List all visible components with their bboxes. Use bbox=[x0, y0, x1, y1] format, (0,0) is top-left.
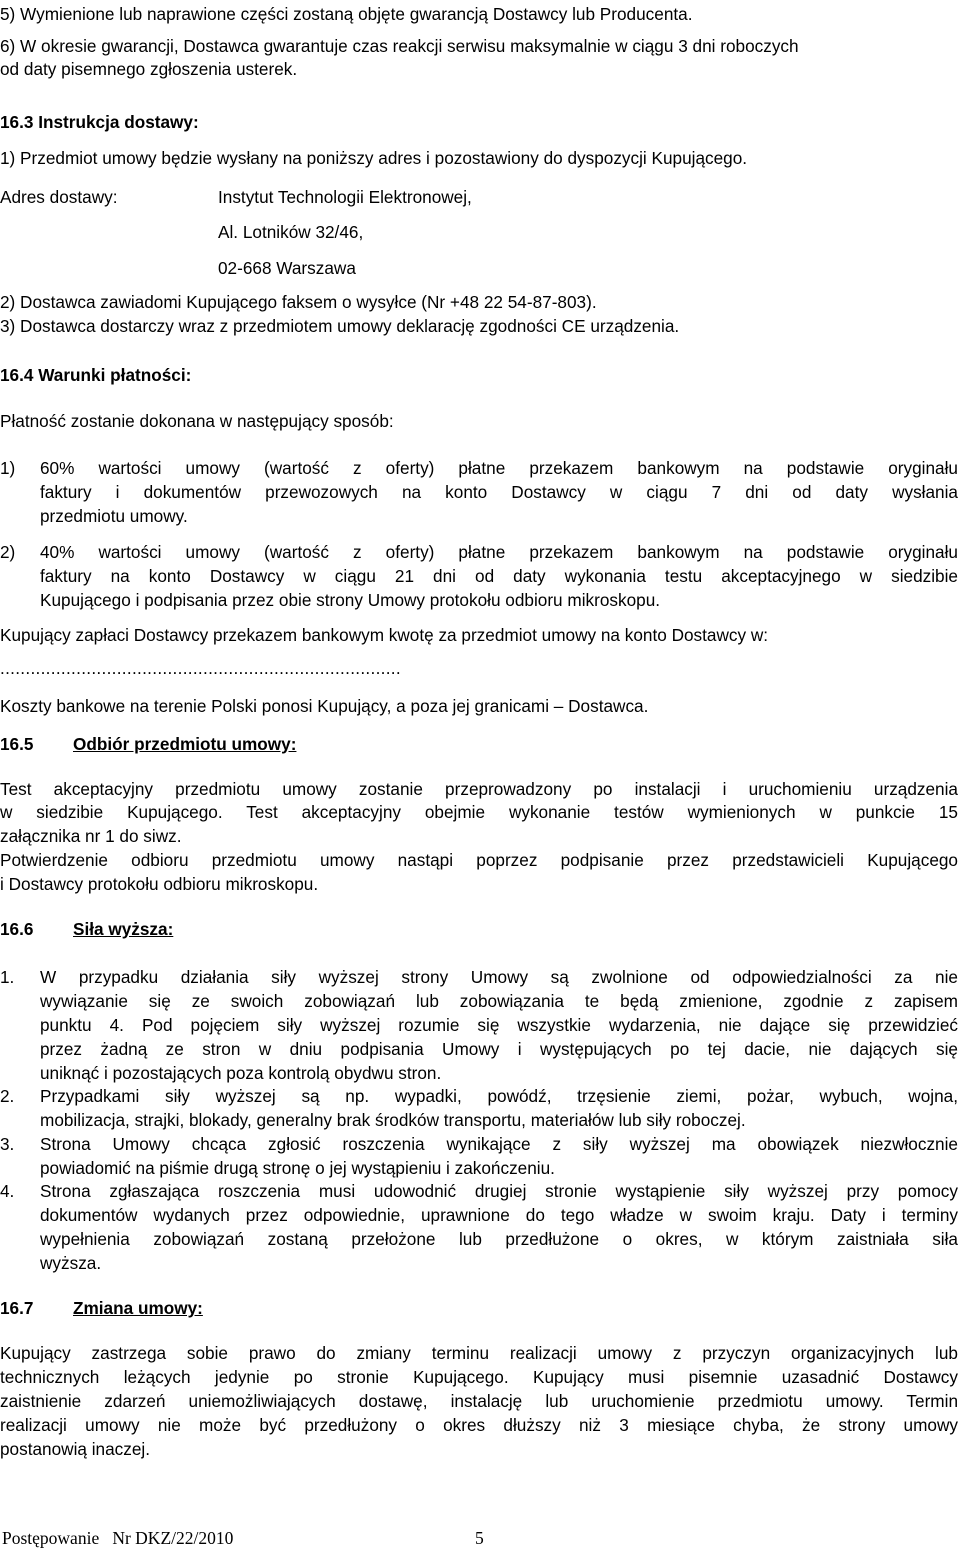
force-majeure-item-1-line-1: W przypadku działania siły wyższej strony Umowy są zwolnione od odpowiedzialności za nie bbox=[40, 967, 958, 987]
acceptance-line-1: Test akceptacyjny przedmiotu umowy zostanie przeprowadzony po instalacji i uruchomieniu urządzenia bbox=[0, 779, 958, 799]
address-line-1: Instytut Technologii Elektronowej, bbox=[218, 187, 472, 207]
force-majeure-item-1-line-2: wywiązanie się ze swoich zobowiązań lub zobowiązania te będą zmienione, zgodnie z zapisem bbox=[40, 991, 958, 1011]
footer-page-number: 5 bbox=[475, 1528, 484, 1548]
section-16-6-title: Siła wyższa: bbox=[73, 919, 174, 939]
force-majeure-item-2-line-1: Przypadkami siły wyższej są np. wypadki, powódź, trzęsienie ziemi, pożar, wybuch, wojna, bbox=[40, 1086, 958, 1106]
payment-intro: Płatność zostanie dokonana w następujący sposób: bbox=[0, 411, 394, 431]
amendment-line-3: zaistnienie zdarzeń uniemożliwiających dostawę, instalację lub uruchomienie przedmiotu umowy. Termin bbox=[0, 1391, 958, 1411]
payment-item-1-line-1: 60% wartości umowy (wartość z oferty) płatne przekazem bankowym na podstawie oryginału bbox=[40, 458, 958, 478]
section-16-5-number: 16.5 bbox=[0, 734, 34, 754]
section-16-7-number: 16.7 bbox=[0, 1298, 34, 1318]
amendment-line-2: technicznych leżących jedynie po stronie Kupującego. Kupujący musi pisemnie uzasadnić Dostawcy bbox=[0, 1367, 958, 1387]
amendment-line-4: realizacji umowy nie może być przedłużony o okres dłuższy niż 3 miesiące chyba, że strony umowy bbox=[0, 1415, 958, 1435]
section-16-6-number: 16.6 bbox=[0, 919, 34, 939]
force-majeure-item-3-line-1: Strona Umowy chcąca zgłosić roszczenia wynikające z siły wyższej ma obowiązek niezwłocznie bbox=[40, 1134, 958, 1154]
payment-item-2-line-2: faktury na konto Dostawcy w ciągu 21 dni od daty wykonania testu akceptacyjnego w siedzibie bbox=[40, 566, 958, 586]
payment-account-text: Kupujący zapłaci Dostawcy przekazem bankowym kwotę za przedmiot umowy na konto Dostawcy w: bbox=[0, 625, 769, 645]
address-line-2: Al. Lotników 32/46, bbox=[218, 222, 364, 242]
delivery-item-2: 2) Dostawca zawiadomi Kupującego faksem o wysyłce (Nr +48 22 54-87-803). bbox=[0, 292, 597, 312]
acceptance-line-4: Potwierdzenie odbioru przedmiotu umowy nastąpi poprzez podpisanie przez przedstawicieli Kupującego bbox=[0, 850, 958, 870]
section-16-3-heading: 16.3 Instrukcja dostawy: bbox=[0, 112, 199, 132]
section-16-4-heading: 16.4 Warunki płatności: bbox=[0, 365, 192, 385]
section-16-7-title: Zmiana umowy: bbox=[73, 1298, 203, 1318]
delivery-item-3: 3) Dostawca dostarczy wraz z przedmiotem umowy deklarację zgodności CE urządzenia. bbox=[0, 316, 680, 336]
force-majeure-item-4-number: 4. bbox=[0, 1181, 15, 1201]
account-number-placeholder: ............................................................................... bbox=[0, 658, 401, 678]
force-majeure-item-3-line-2: powiadomić na piśmie drugą stronę o jej wystąpieniu i zakończeniu. bbox=[40, 1158, 555, 1178]
payment-item-2-line-3: Kupującego i podpisania przez obie strony Umowy protokołu odbioru mikroskopu. bbox=[40, 590, 661, 610]
payment-item-1-line-2: faktury i dokumentów przewozowych na konto Dostawcy w ciągu 7 dni od daty wysłania bbox=[40, 482, 958, 502]
amendment-line-5: postanowią inaczej. bbox=[0, 1439, 151, 1459]
payment-item-2-number: 2) bbox=[0, 542, 16, 562]
force-majeure-item-4-line-1: Strona zgłaszająca roszczenia musi udowodnić drugiej stronie wystąpienie siły wyższej przy pomocy bbox=[40, 1181, 958, 1201]
payment-item-2-line-1: 40% wartości umowy (wartość z oferty) płatne przekazem bankowym na podstawie oryginału bbox=[40, 542, 958, 562]
address-label: Adres dostawy: bbox=[0, 187, 118, 207]
force-majeure-item-1-number: 1. bbox=[0, 967, 15, 987]
payment-item-1-number: 1) bbox=[0, 458, 16, 478]
amendment-line-1: Kupujący zastrzega sobie prawo do zmiany terminu realizacji umowy z przyczyn organizacyjnych lub bbox=[0, 1343, 958, 1363]
paragraph-6-line-1: 6) W okresie gwarancji, Dostawca gwarantuje czas reakcji serwisu maksymalnie w ciągu 3 dni roboczych bbox=[0, 36, 799, 56]
paragraph-6-line-2: od daty pisemnego zgłoszenia usterek. bbox=[0, 59, 298, 79]
acceptance-line-2: w siedzibie Kupującego. Test akceptacyjny obejmie wykonanie testów wymienionych w punkcie 15 bbox=[0, 802, 958, 822]
force-majeure-item-2-number: 2. bbox=[0, 1086, 15, 1106]
section-16-5-title: Odbiór przedmiotu umowy: bbox=[73, 734, 297, 754]
force-majeure-item-1-line-4: przez żadną ze stron w dniu podpisania Umowy i występujących po tej dacie, nie dających się bbox=[40, 1039, 958, 1059]
footer-case-number: Postępowanie Nr DKZ/22/2010 bbox=[2, 1528, 234, 1548]
force-majeure-item-4-line-4: wyższa. bbox=[40, 1253, 102, 1273]
acceptance-line-3: załącznika nr 1 do siwz. bbox=[0, 826, 182, 846]
address-line-3: 02-668 Warszawa bbox=[218, 258, 356, 278]
acceptance-line-5: i Dostawcy protokołu odbioru mikroskopu. bbox=[0, 874, 319, 894]
force-majeure-item-4-line-2: dokumentów wydanych przez odpowiednie, uprawnione do tego władze w swoim kraju. Daty i terminy bbox=[40, 1205, 958, 1225]
delivery-item-1: 1) Przedmiot umowy będzie wysłany na poniższy adres i pozostawiony do dyspozycji Kupującego. bbox=[0, 148, 748, 168]
force-majeure-item-1-line-5: uniknąć i pozostających poza kontrolą obydwu stron. bbox=[40, 1063, 442, 1083]
force-majeure-item-4-line-3: wypełnienia zobowiązań zostaną przełożone lub przedłużone o okres, w którym zaistniała siła bbox=[40, 1229, 958, 1249]
force-majeure-item-3-number: 3. bbox=[0, 1134, 15, 1154]
payment-item-1-line-3: przedmiotu umowy. bbox=[40, 506, 188, 526]
force-majeure-item-1-line-3: punktu 4. Pod pojęciem siły wyższej rozumie się wszystkie wydarzenia, nie dające się przewidzieć bbox=[40, 1015, 958, 1035]
bank-costs-text: Koszty bankowe na terenie Polski ponosi Kupujący, a poza jej granicami – Dostawca. bbox=[0, 696, 649, 716]
paragraph-5: 5) Wymienione lub naprawione części zostaną objęte gwarancją Dostawcy lub Producenta. bbox=[0, 4, 693, 24]
force-majeure-item-2-line-2: mobilizacja, strajki, blokady, generalny brak środków transportu, materiałów lub siły roboczej. bbox=[40, 1110, 746, 1130]
